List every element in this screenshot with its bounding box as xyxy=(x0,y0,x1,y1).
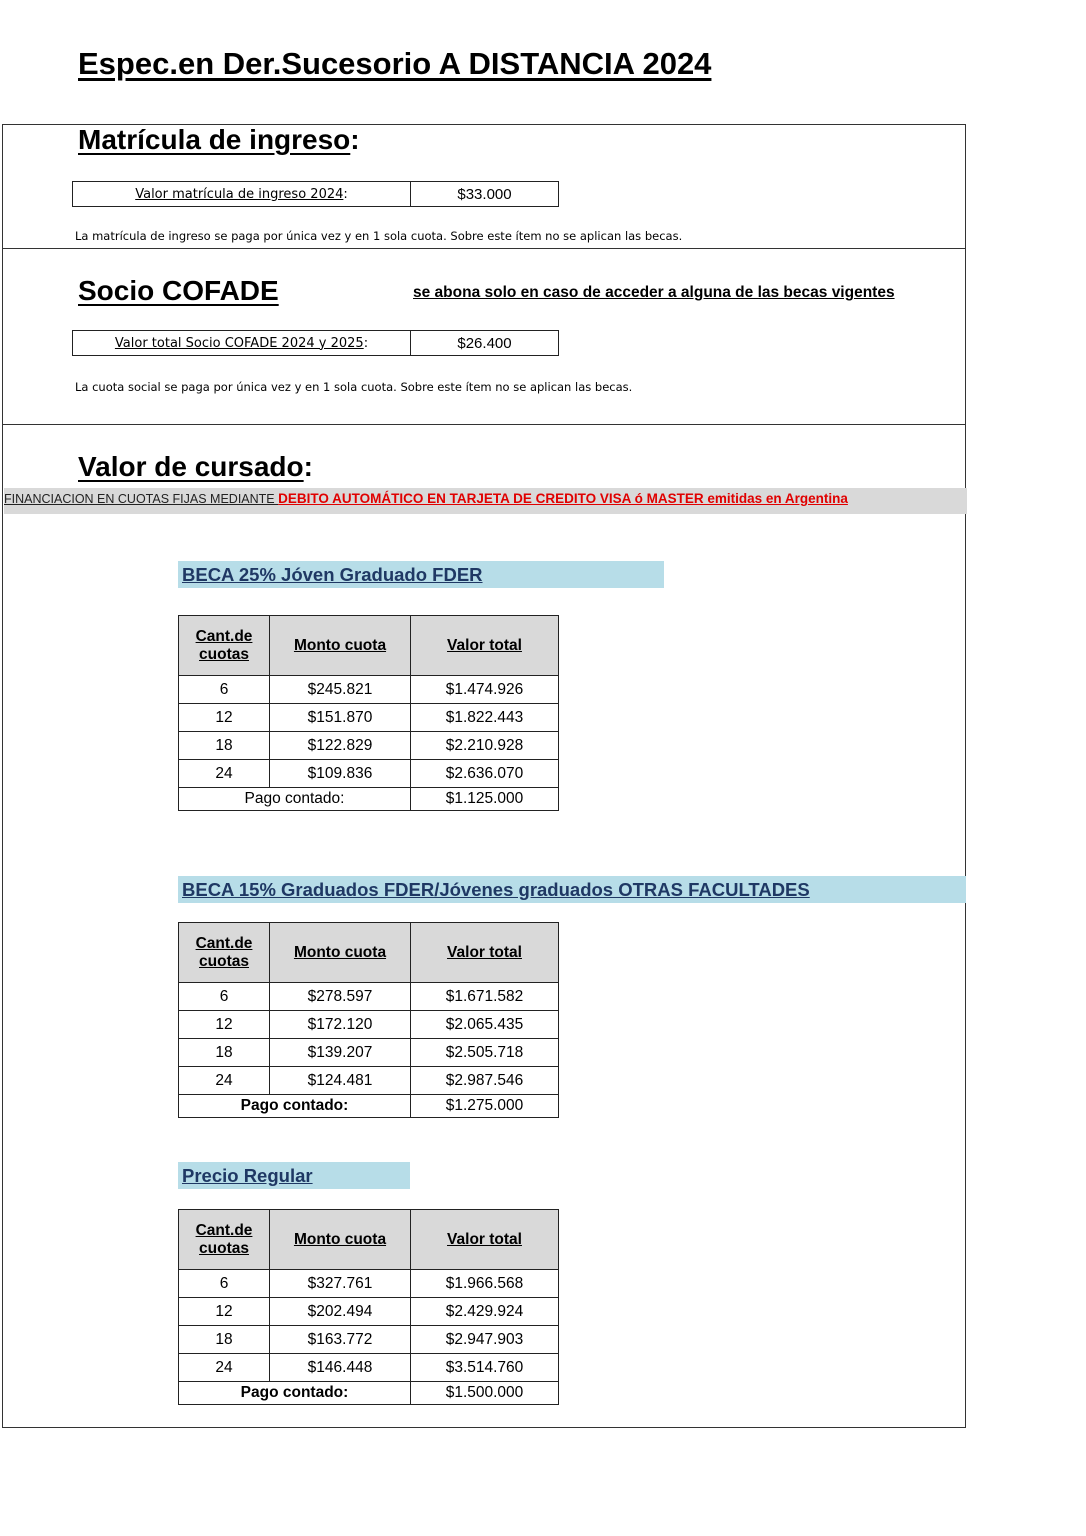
table-cell: 24 xyxy=(179,1067,270,1095)
table-cell: $2.947.903 xyxy=(411,1326,559,1354)
table-cell: $1.822.443 xyxy=(411,704,559,732)
table-row xyxy=(179,1067,559,1095)
table-cell: $172.120 xyxy=(270,1011,411,1039)
col-header-cuotas: Cant.de cuotas xyxy=(179,616,270,676)
section-divider xyxy=(2,424,966,425)
table-cell: $2.210.928 xyxy=(411,732,559,760)
table-row xyxy=(179,1326,559,1354)
table-cell: 6 xyxy=(179,1270,270,1298)
table-cell: 12 xyxy=(179,704,270,732)
table-cell: $2.636.070 xyxy=(411,760,559,788)
table-cell: 12 xyxy=(179,1298,270,1326)
table-cell: 6 xyxy=(179,676,270,704)
table-cell: $139.207 xyxy=(270,1039,411,1067)
table-cell: Pago contado: xyxy=(179,788,411,811)
table-row xyxy=(179,1270,559,1298)
table-cell: Pago contado: xyxy=(179,1095,411,1118)
table-row xyxy=(179,1298,559,1326)
plan-title-beca-15: BECA 15% Graduados FDER/Jóvenes graduados OTRAS FACULTADES xyxy=(178,876,966,903)
table-cell: 18 xyxy=(179,1039,270,1067)
table-cell: $1.474.926 xyxy=(411,676,559,704)
col-header-monto: Monto cuota xyxy=(270,616,411,676)
table-cell: $146.448 xyxy=(270,1354,411,1382)
table-row xyxy=(179,676,559,704)
cash-row xyxy=(179,1382,559,1405)
table-cell: $1.500.000 xyxy=(411,1382,559,1405)
cash-row xyxy=(179,788,559,811)
matricula-value-box xyxy=(72,181,559,207)
table-cell: $2.505.718 xyxy=(411,1039,559,1067)
cash-row xyxy=(179,1095,559,1118)
table-cell: $278.597 xyxy=(270,983,411,1011)
table-cell: $151.870 xyxy=(270,704,411,732)
matricula-heading: Matrícula de ingreso: xyxy=(78,124,360,155)
financing-banner xyxy=(4,488,967,514)
col-header-total: Valor total xyxy=(411,923,559,983)
matricula-label: Valor matrícula de ingreso 2024 : xyxy=(73,182,411,206)
col-header-total: Valor total xyxy=(411,1210,559,1270)
table-cell: $2.429.924 xyxy=(411,1298,559,1326)
plan-table-beca-25 xyxy=(178,615,559,811)
table-cell: 6 xyxy=(179,983,270,1011)
table-cell: 18 xyxy=(179,1326,270,1354)
section-divider xyxy=(2,248,966,249)
page-title: Espec.en Der.Sucesorio A DISTANCIA 2024 xyxy=(78,46,712,81)
table-cell: $1.671.582 xyxy=(411,983,559,1011)
plan-title-beca-25: BECA 25% Jóven Graduado FDER xyxy=(178,561,664,588)
table-cell: $163.772 xyxy=(270,1326,411,1354)
matricula-note: La matrícula de ingreso se paga por única vez y en 1 sola cuota. Sobre este ítem no se aplican las becas. xyxy=(75,229,683,243)
table-row xyxy=(179,1354,559,1382)
table-cell: $327.761 xyxy=(270,1270,411,1298)
financing-highlight: DEBITO AUTOMÁTICO EN TARJETA DE CREDITO VISA ó MASTER emitidas en Argentina xyxy=(278,491,848,506)
socio-side-note: se abona solo en caso de acceder a alguna de las becas vigentes xyxy=(413,284,895,301)
table-cell: $1.125.000 xyxy=(411,788,559,811)
financing-prefix: FINANCIACION EN CUOTAS FIJAS MEDIANTE xyxy=(4,492,279,506)
col-header-monto: Monto cuota xyxy=(270,1210,411,1270)
table-cell: $124.481 xyxy=(270,1067,411,1095)
table-row xyxy=(179,983,559,1011)
table-cell: $109.836 xyxy=(270,760,411,788)
table-cell: $202.494 xyxy=(270,1298,411,1326)
cursado-heading: Valor de cursado: xyxy=(78,451,313,482)
table-cell: $245.821 xyxy=(270,676,411,704)
table-row xyxy=(179,760,559,788)
socio-value-box xyxy=(72,330,559,356)
socio-value: $26.400 xyxy=(457,334,512,352)
table-cell: $2.987.546 xyxy=(411,1067,559,1095)
table-cell: $1.966.568 xyxy=(411,1270,559,1298)
table-row xyxy=(179,1039,559,1067)
table-cell: 24 xyxy=(179,1354,270,1382)
table-cell: Pago contado: xyxy=(179,1382,411,1405)
table-row xyxy=(179,704,559,732)
table-row xyxy=(179,1011,559,1039)
col-header-cuotas: Cant.de cuotas xyxy=(179,923,270,983)
table-cell: $3.514.760 xyxy=(411,1354,559,1382)
plan-table-regular xyxy=(178,1209,559,1405)
table-cell: 24 xyxy=(179,760,270,788)
socio-note: La cuota social se paga por única vez y en 1 sola cuota. Sobre este ítem no se aplican las becas. xyxy=(75,380,633,394)
table-row xyxy=(179,732,559,760)
col-header-cuotas: Cant.de cuotas xyxy=(179,1210,270,1270)
col-header-monto: Monto cuota xyxy=(270,923,411,983)
socio-label: Valor total Socio COFADE 2024 y 2025 : xyxy=(73,331,411,355)
plan-title-regular: Precio Regular xyxy=(178,1162,410,1189)
matricula-value: $33.000 xyxy=(457,185,512,203)
plan-table-beca-15 xyxy=(178,922,559,1118)
col-header-total: Valor total xyxy=(411,616,559,676)
table-cell: 12 xyxy=(179,1011,270,1039)
table-cell: $122.829 xyxy=(270,732,411,760)
socio-heading: Socio COFADE xyxy=(78,275,279,306)
table-cell: $1.275.000 xyxy=(411,1095,559,1118)
table-cell: 18 xyxy=(179,732,270,760)
table-cell: $2.065.435 xyxy=(411,1011,559,1039)
